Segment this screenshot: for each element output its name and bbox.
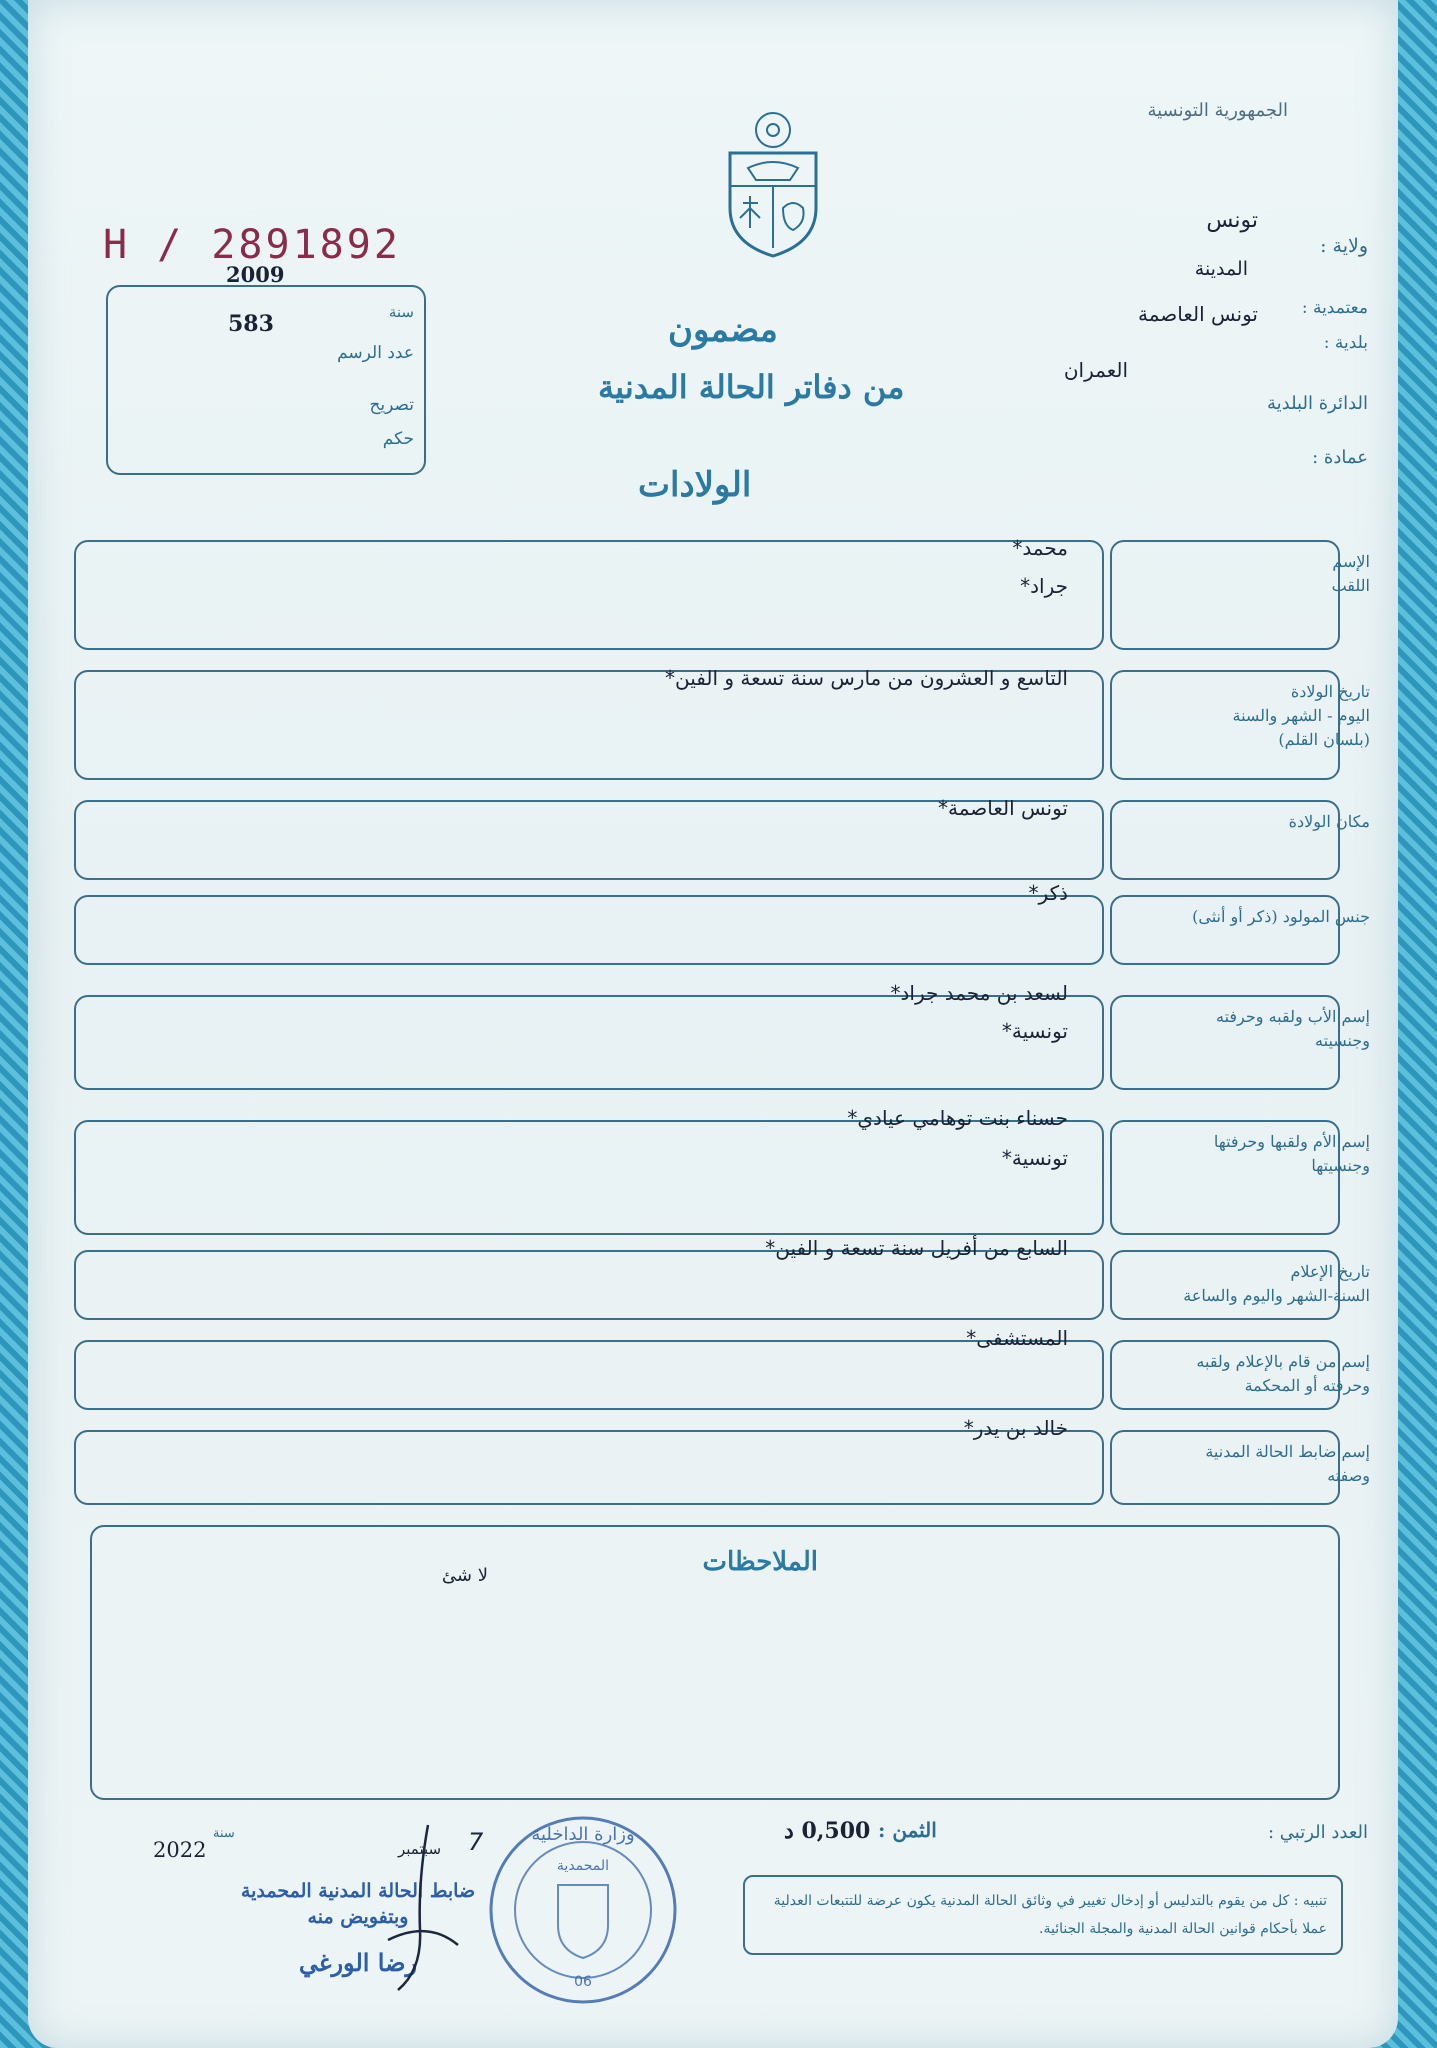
- field-value: حسناء بنت توهامي عيادي*: [847, 1106, 1068, 1130]
- stamp-city: المحمدية: [556, 1858, 610, 1874]
- title-line1: مضمون: [668, 310, 778, 350]
- field-value-box: [74, 1250, 1104, 1320]
- serial-number: H / 2891892: [103, 222, 401, 268]
- tunisia-coat-of-arms-icon: [718, 108, 828, 258]
- reference-judgment-label: حكم: [382, 429, 414, 449]
- republic-title: الجمهورية التونسية: [1147, 100, 1288, 121]
- motamadia-value: تونس العاصمة: [1138, 302, 1258, 326]
- order-number-label: العدد الرتبي :: [1267, 1822, 1368, 1843]
- reference-year-label: سنة: [388, 303, 414, 321]
- signature-delegation: وبتفويض منه: [307, 1906, 409, 1928]
- section-title: الولادات: [638, 465, 752, 505]
- field-value: السابع من أفريل سنة تسعة و الفين*: [765, 1236, 1068, 1260]
- field-value: تونسية*: [1001, 1146, 1068, 1170]
- remarks-title: الملاحظات: [702, 1547, 818, 1577]
- field-value: المستشفى*: [966, 1326, 1068, 1350]
- field-label: إسم الأم ولقبها وحرفتها وجنسيتها: [1213, 1132, 1370, 1175]
- remarks-box: [90, 1525, 1340, 1800]
- signature-title: ضابط الحالة المدنية المحمدية: [240, 1880, 476, 1902]
- wilaya-label: ولاية :: [1320, 235, 1368, 257]
- date-year-value: 2022: [153, 1838, 207, 1862]
- field-value: تونسية*: [1001, 1019, 1068, 1043]
- reference-number-value: 583: [228, 311, 274, 337]
- field-label: مكان الولادة: [1288, 812, 1370, 831]
- document-sheet: [28, 0, 1398, 2048]
- field-label: جنس المولود (ذكر أو أنثى): [1192, 907, 1370, 926]
- field-value-box: [74, 1430, 1104, 1505]
- field-value: تونس العاصمة*: [938, 796, 1068, 820]
- field-value: ذكر*: [1028, 881, 1068, 905]
- field-value: محمد*: [1012, 536, 1068, 560]
- remarks-value: لا شئ: [441, 1565, 488, 1586]
- title-line2: من دفاتر الحالة المدنية: [598, 368, 905, 406]
- madina-value: المدينة: [1194, 258, 1248, 280]
- legal-notice-text: تنبيه : كل من يقوم بالتدليس أو إدخال تغيير في وثائق الحالة المدنية يكون عرضة للتتبعات العدلية عملا بأحكام قوانين الحالة المدنية والمجلة الجنائية.: [773, 1893, 1327, 1937]
- field-label: إسم الأب ولقبه وحرفته وجنسيته: [1216, 1007, 1370, 1050]
- date-year-label: سنة: [213, 1826, 235, 1841]
- imada-label: عمادة :: [1312, 447, 1368, 468]
- wilaya-value: تونس: [1206, 208, 1258, 233]
- field-label: إسم ضابط الحالة المدنية وصفته: [1205, 1442, 1370, 1485]
- field-value-box: [74, 1340, 1104, 1410]
- baladia-label: بلدية :: [1323, 333, 1368, 353]
- signature-name: رضا الورغي: [298, 1948, 418, 1977]
- field-value: لسعد بن محمد جراد*: [890, 981, 1068, 1005]
- field-label: تاريخ الولادة اليوم - الشهر والسنة (بلسان القلم): [1232, 682, 1370, 749]
- daira-label: الدائرة البلدية: [1266, 393, 1368, 414]
- date-month: سبتمبر: [398, 1840, 442, 1858]
- field-value-box: [74, 540, 1104, 650]
- field-value: جراد*: [1020, 574, 1068, 598]
- handwritten-signature-icon: [358, 1820, 478, 2000]
- reference-declaration-label: تصريح: [369, 395, 414, 415]
- reference-box: [106, 285, 426, 475]
- baladia-value: العمران: [1063, 358, 1128, 382]
- field-value: خالد بن يدر*: [963, 1416, 1068, 1440]
- price-label: الثمن :: [878, 1818, 937, 1842]
- stamp-ministry: وزارة الداخلية: [531, 1824, 635, 1845]
- field-value: التاسع و العشرون من مارس سنة تسعة و الفين*: [664, 666, 1068, 690]
- field-value-box: [74, 995, 1104, 1090]
- field-label: تاريخ الإعلام السنة-الشهر واليوم والساعة: [1183, 1262, 1370, 1305]
- reference-year-value: 2009: [226, 262, 285, 287]
- reference-number-label: عدد الرسم: [337, 343, 414, 363]
- legal-notice-box: [743, 1875, 1343, 1955]
- field-label: إسم من قام بالإعلام ولقبه وحرفته أو المحكمة: [1196, 1352, 1370, 1395]
- field-value-box: [74, 1120, 1104, 1235]
- stamp-number: 06: [574, 1974, 592, 1990]
- field-value-box: [74, 895, 1104, 965]
- date-day: 7: [468, 1828, 484, 1856]
- price-value: 0,500 د: [784, 1818, 871, 1844]
- field-label: الإسم اللقب: [1331, 552, 1370, 595]
- motamadia-label: معتمدية :: [1301, 298, 1368, 318]
